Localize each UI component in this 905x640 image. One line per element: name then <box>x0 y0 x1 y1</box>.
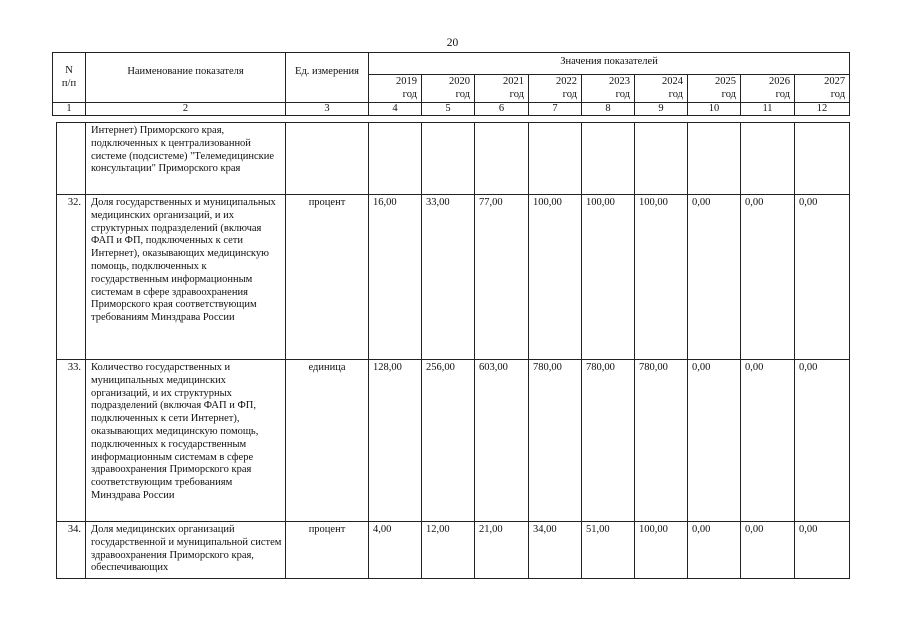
header-col-values: Значения показателей <box>369 53 850 75</box>
indicator-name: Доля государственных и муниципальных медицинских организаций, и их структурных подразделений (включая ФАП и ФП, подключенных к сети Интернет), оказывающих медицинскую помощь, подключенных к государственным информационным системам в сфере здравоохранения Приморского края соответствующим требованиям Минздрава России <box>86 195 286 360</box>
header-year-cell: 2026 год <box>741 75 795 103</box>
value-cell: 0,00 <box>795 195 850 360</box>
header-year-cell: 2027 год <box>795 75 850 103</box>
value-cell: 4,00 <box>369 522 422 579</box>
row-number <box>57 123 86 195</box>
header-col-unit: Ед. измерения <box>286 53 369 103</box>
unit-cell: единица <box>286 360 369 522</box>
value-cell: 34,00 <box>529 522 582 579</box>
unit-cell: процент <box>286 195 369 360</box>
table-header <box>52 52 850 116</box>
value-cell: 0,00 <box>688 195 741 360</box>
header-year-cell: 2019 год <box>369 75 422 103</box>
column-index: 11 <box>741 103 795 116</box>
value-cell: 0,00 <box>688 522 741 579</box>
indicator-name: Интернет) Приморского края, подключенных к централизованной системе (подсистеме) "Телемедицинские консультации" Приморского края <box>86 123 286 195</box>
value-cell: 100,00 <box>635 522 688 579</box>
value-cell: 100,00 <box>582 195 635 360</box>
value-cell <box>369 123 422 195</box>
unit-cell <box>286 123 369 195</box>
table-row <box>57 522 850 579</box>
table-row <box>57 195 850 360</box>
value-cell <box>795 123 850 195</box>
column-index: 4 <box>369 103 422 116</box>
column-index: 5 <box>422 103 475 116</box>
row-number: 32. <box>57 195 86 360</box>
column-index: 3 <box>286 103 369 116</box>
value-cell <box>688 123 741 195</box>
value-cell <box>422 123 475 195</box>
data-table <box>56 122 850 579</box>
value-cell: 0,00 <box>795 360 850 522</box>
column-index: 9 <box>635 103 688 116</box>
value-cell <box>582 123 635 195</box>
indicator-name: Доля медицинских организаций государственной и муниципальной систем здравоохранения Приморского края, обеспечивающих <box>86 522 286 579</box>
header-year-cell: 2020 год <box>422 75 475 103</box>
header-year-cell: 2022 год <box>529 75 582 103</box>
column-index: 8 <box>582 103 635 116</box>
value-cell: 0,00 <box>688 360 741 522</box>
header-year-cell: 2024 год <box>635 75 688 103</box>
indicator-name: Количество государственных и муниципальных медицинских организаций, и их структурных подразделений (включая ФАП и ФП, подключенных к сети Интернет), оказывающих медицинскую помощь, подключенных к государственным информационным системам в сфере здравоохранения Приморского края соответствующим требованиям Минздрава России <box>86 360 286 522</box>
header-year-cell: 2023 год <box>582 75 635 103</box>
value-cell: 77,00 <box>475 195 529 360</box>
header-col-number <box>53 53 86 103</box>
value-cell: 780,00 <box>635 360 688 522</box>
value-cell: 16,00 <box>369 195 422 360</box>
value-cell: 33,00 <box>422 195 475 360</box>
table-row <box>57 123 850 195</box>
value-cell: 0,00 <box>741 360 795 522</box>
value-cell: 780,00 <box>529 360 582 522</box>
header-col-name: Наименование показателя <box>86 53 286 103</box>
value-cell: 51,00 <box>582 522 635 579</box>
value-cell: 100,00 <box>635 195 688 360</box>
value-cell: 0,00 <box>795 522 850 579</box>
value-cell <box>475 123 529 195</box>
column-index: 7 <box>529 103 582 116</box>
value-cell: 12,00 <box>422 522 475 579</box>
value-cell: 0,00 <box>741 195 795 360</box>
row-number: 33. <box>57 360 86 522</box>
value-cell: 603,00 <box>475 360 529 522</box>
value-cell <box>741 123 795 195</box>
value-cell: 128,00 <box>369 360 422 522</box>
value-cell: 256,00 <box>422 360 475 522</box>
unit-cell: процент <box>286 522 369 579</box>
value-cell: 100,00 <box>529 195 582 360</box>
header-year-cell: 2021 год <box>475 75 529 103</box>
value-cell <box>635 123 688 195</box>
header-year-cell: 2025 год <box>688 75 741 103</box>
value-cell: 780,00 <box>582 360 635 522</box>
value-cell <box>529 123 582 195</box>
row-number: 34. <box>57 522 86 579</box>
column-index: 6 <box>475 103 529 116</box>
column-index: 2 <box>86 103 286 116</box>
column-index-row <box>53 103 850 116</box>
column-index: 10 <box>688 103 741 116</box>
column-index: 12 <box>795 103 850 116</box>
column-index: 1 <box>53 103 86 116</box>
value-cell: 21,00 <box>475 522 529 579</box>
table-row <box>57 360 850 522</box>
header-col-number-label: N п/п <box>61 64 77 89</box>
page-number: 20 <box>446 37 459 49</box>
value-cell: 0,00 <box>741 522 795 579</box>
